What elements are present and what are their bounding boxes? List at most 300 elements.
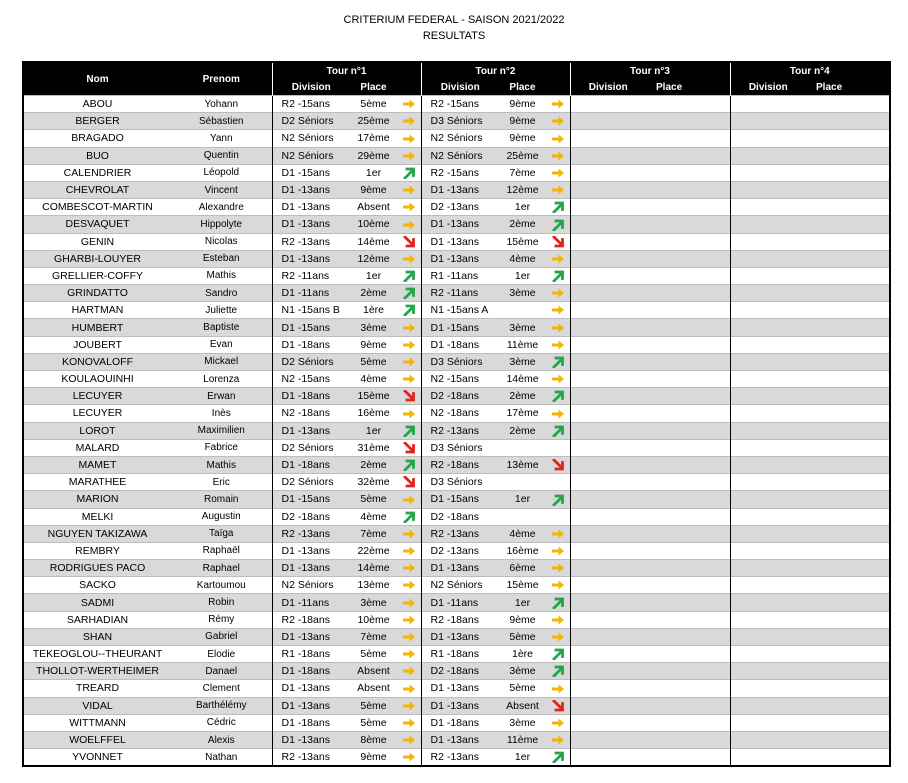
- prenom-cell: Rémy: [171, 611, 272, 628]
- arrow-right-icon: [402, 545, 416, 557]
- tour1-place-cell: Absent: [350, 199, 397, 216]
- arrow-right-icon: [402, 408, 416, 420]
- trend-cell: [397, 439, 421, 456]
- arrow-right-icon: [402, 562, 416, 574]
- arrow-up-right-icon: [402, 425, 416, 437]
- tour3-place-cell: [646, 250, 730, 267]
- arrow-right-icon: [402, 356, 416, 368]
- tour4-place-cell: [806, 285, 890, 302]
- tour2-division-cell: D1 -13ans: [421, 680, 499, 697]
- nom-cell: RODRIGUES PACO: [23, 560, 171, 577]
- tour2-division-cell: D1 -13ans: [421, 560, 499, 577]
- header-nom: Nom: [23, 62, 171, 96]
- tour1-division-cell: D1 -18ans: [272, 336, 350, 353]
- tour4-division-cell: [730, 456, 806, 473]
- arrow-right-icon: [551, 579, 565, 591]
- tour3-place-cell: [646, 336, 730, 353]
- tour4-division-cell: [730, 388, 806, 405]
- nom-cell: NGUYEN TAKIZAWA: [23, 525, 171, 542]
- tour4-place-cell: [806, 96, 890, 113]
- arrow-up-right-icon: [551, 270, 565, 282]
- tour2-division-cell: R2 -13ans: [421, 422, 499, 439]
- tour4-division-cell: [730, 233, 806, 250]
- table-row: [23, 525, 890, 542]
- header-division: Division: [730, 80, 806, 96]
- tour4-place-cell: [806, 542, 890, 559]
- arrow-right-icon: [402, 150, 416, 162]
- tour2-place-cell: 2ème: [499, 216, 546, 233]
- arrow-up-right-icon: [551, 751, 565, 763]
- prenom-cell: Sébastien: [171, 113, 272, 130]
- table-row: [23, 96, 890, 113]
- trend-cell: [397, 714, 421, 731]
- arrow-down-right-icon: [551, 236, 565, 248]
- tour1-place-cell: 7ème: [350, 525, 397, 542]
- trend-cell: [546, 147, 570, 164]
- arrow-down-right-icon: [402, 236, 416, 248]
- tour1-place-cell: 15ème: [350, 388, 397, 405]
- tour4-division-cell: [730, 731, 806, 748]
- tour2-division-cell: D3 Séniors: [421, 353, 499, 370]
- tour2-division-cell: R2 -15ans: [421, 164, 499, 181]
- prenom-cell: Fabrice: [171, 439, 272, 456]
- tour1-division-cell: D1 -13ans: [272, 731, 350, 748]
- tour4-place-cell: [806, 250, 890, 267]
- tour3-division-cell: [570, 714, 646, 731]
- header-tour-1: Tour n°1: [272, 62, 421, 80]
- tour3-place-cell: [646, 646, 730, 663]
- tour4-division-cell: [730, 285, 806, 302]
- table-row: [23, 285, 890, 302]
- tour1-division-cell: R2 -13ans: [272, 525, 350, 542]
- tour4-place-cell: [806, 560, 890, 577]
- table-row: [23, 628, 890, 645]
- prenom-cell: Nathan: [171, 749, 272, 767]
- trend-cell: [546, 731, 570, 748]
- prenom-cell: Cédric: [171, 714, 272, 731]
- table-row: [23, 164, 890, 181]
- tour3-division-cell: [570, 181, 646, 198]
- tour2-place-cell: 11ème: [499, 731, 546, 748]
- results-table: [22, 61, 891, 767]
- tour2-division-cell: N2 Séniors: [421, 130, 499, 147]
- table-row: [23, 697, 890, 714]
- tour1-division-cell: R2 -13ans: [272, 233, 350, 250]
- table-row: [23, 181, 890, 198]
- arrow-right-icon: [402, 614, 416, 626]
- tour4-division-cell: [730, 199, 806, 216]
- tour3-place-cell: [646, 233, 730, 250]
- tour4-division-cell: [730, 542, 806, 559]
- tour3-division-cell: [570, 680, 646, 697]
- arrow-right-icon: [551, 115, 565, 127]
- tour4-division-cell: [730, 474, 806, 491]
- trend-cell: [546, 233, 570, 250]
- trend-cell: [546, 646, 570, 663]
- tour4-place-cell: [806, 697, 890, 714]
- tour1-place-cell: 1er: [350, 267, 397, 284]
- tour4-place-cell: [806, 439, 890, 456]
- tour2-division-cell: D1 -13ans: [421, 181, 499, 198]
- arrow-right-icon: [402, 665, 416, 677]
- prenom-cell: Hippolyte: [171, 216, 272, 233]
- trend-cell: [546, 491, 570, 508]
- trend-cell: [397, 611, 421, 628]
- nom-cell: WOELFFEL: [23, 731, 171, 748]
- arrow-up-right-icon: [402, 511, 416, 523]
- tour2-division-cell: D1 -11ans: [421, 594, 499, 611]
- nom-cell: ABOU: [23, 96, 171, 113]
- trend-cell: [397, 147, 421, 164]
- tour4-division-cell: [730, 371, 806, 388]
- tour3-place-cell: [646, 267, 730, 284]
- tour1-division-cell: D1 -13ans: [272, 216, 350, 233]
- trend-cell: [546, 96, 570, 113]
- arrow-down-right-icon: [402, 390, 416, 402]
- trend-cell: [546, 285, 570, 302]
- tour3-place-cell: [646, 130, 730, 147]
- tour4-division-cell: [730, 113, 806, 130]
- tour3-place-cell: [646, 749, 730, 767]
- header-place: Place: [806, 80, 890, 96]
- trend-cell: [546, 319, 570, 336]
- tour1-place-cell: 1er: [350, 164, 397, 181]
- tour3-division-cell: [570, 594, 646, 611]
- tour2-division-cell: D2 -18ans: [421, 508, 499, 525]
- tour3-division-cell: [570, 388, 646, 405]
- tour2-place-cell: 9ème: [499, 611, 546, 628]
- trend-cell: [546, 439, 570, 456]
- nom-cell: HUMBERT: [23, 319, 171, 336]
- tour3-place-cell: [646, 594, 730, 611]
- arrow-right-icon: [402, 700, 416, 712]
- trend-cell: [546, 697, 570, 714]
- arrow-right-icon: [551, 683, 565, 695]
- tour1-division-cell: N2 Séniors: [272, 577, 350, 594]
- tour4-division-cell: [730, 680, 806, 697]
- prenom-cell: Yohann: [171, 96, 272, 113]
- table-row: [23, 319, 890, 336]
- arrow-up-right-icon: [551, 356, 565, 368]
- tour4-division-cell: [730, 577, 806, 594]
- prenom-cell: Elodie: [171, 646, 272, 663]
- arrow-down-right-icon: [402, 476, 416, 488]
- tour1-place-cell: 10ème: [350, 611, 397, 628]
- arrow-right-icon: [402, 133, 416, 145]
- tour2-division-cell: D1 -15ans: [421, 491, 499, 508]
- tour1-division-cell: R2 -13ans: [272, 749, 350, 767]
- tour1-division-cell: D1 -15ans: [272, 164, 350, 181]
- tour3-place-cell: [646, 353, 730, 370]
- trend-cell: [546, 250, 570, 267]
- table-row: [23, 233, 890, 250]
- nom-cell: LECUYER: [23, 405, 171, 422]
- trend-cell: [546, 302, 570, 319]
- trend-cell: [397, 250, 421, 267]
- trend-cell: [546, 525, 570, 542]
- tour3-place-cell: [646, 319, 730, 336]
- tour2-place-cell: 5ème: [499, 680, 546, 697]
- arrow-right-icon: [402, 597, 416, 609]
- tour1-place-cell: 1er: [350, 422, 397, 439]
- table-row: [23, 147, 890, 164]
- prenom-cell: Augustin: [171, 508, 272, 525]
- trend-cell: [397, 388, 421, 405]
- tour4-place-cell: [806, 628, 890, 645]
- nom-cell: MARION: [23, 491, 171, 508]
- nom-cell: YVONNET: [23, 749, 171, 767]
- tour4-division-cell: [730, 594, 806, 611]
- nom-cell: JOUBERT: [23, 336, 171, 353]
- trend-cell: [546, 371, 570, 388]
- tour2-division-cell: D1 -13ans: [421, 697, 499, 714]
- nom-cell: GHARBI-LOUYER: [23, 250, 171, 267]
- header-tour-3: Tour n°3: [570, 62, 730, 80]
- tour1-division-cell: D2 Séniors: [272, 113, 350, 130]
- arrow-right-icon: [402, 339, 416, 351]
- tour4-division-cell: [730, 697, 806, 714]
- arrow-right-icon: [402, 115, 416, 127]
- table-row: [23, 216, 890, 233]
- prenom-cell: Alexandre: [171, 199, 272, 216]
- tour2-place-cell: 14ème: [499, 371, 546, 388]
- trend-cell: [546, 560, 570, 577]
- tour3-division-cell: [570, 113, 646, 130]
- table-row: [23, 663, 890, 680]
- arrow-up-right-icon: [551, 390, 565, 402]
- arrow-up-right-icon: [551, 665, 565, 677]
- tour1-place-cell: 4ème: [350, 508, 397, 525]
- tour2-division-cell: D3 Séniors: [421, 113, 499, 130]
- prenom-cell: Gabriel: [171, 628, 272, 645]
- table-row: [23, 439, 890, 456]
- tour3-division-cell: [570, 508, 646, 525]
- arrow-up-right-icon: [402, 270, 416, 282]
- prenom-cell: Mickael: [171, 353, 272, 370]
- arrow-up-right-icon: [551, 648, 565, 660]
- tour1-division-cell: D2 Séniors: [272, 439, 350, 456]
- tour4-place-cell: [806, 371, 890, 388]
- arrow-right-icon: [402, 734, 416, 746]
- tour4-place-cell: [806, 388, 890, 405]
- tour1-division-cell: D2 Séniors: [272, 474, 350, 491]
- trend-cell: [546, 542, 570, 559]
- table-row: [23, 405, 890, 422]
- tour2-division-cell: N2 -18ans: [421, 405, 499, 422]
- tour1-place-cell: 16ème: [350, 405, 397, 422]
- header-division: Division: [421, 80, 499, 96]
- tour1-division-cell: N2 Séniors: [272, 147, 350, 164]
- tour4-place-cell: [806, 663, 890, 680]
- arrow-right-icon: [402, 322, 416, 334]
- tour1-place-cell: 14ème: [350, 560, 397, 577]
- tour4-place-cell: [806, 474, 890, 491]
- tour4-place-cell: [806, 422, 890, 439]
- tour2-division-cell: R2 -13ans: [421, 749, 499, 767]
- arrow-right-icon: [551, 631, 565, 643]
- prenom-cell: Taïga: [171, 525, 272, 542]
- tour4-division-cell: [730, 405, 806, 422]
- tour2-place-cell: [499, 302, 546, 319]
- tour3-division-cell: [570, 474, 646, 491]
- tour2-place-cell: 6ème: [499, 560, 546, 577]
- trend-cell: [397, 525, 421, 542]
- tour2-place-cell: 1er: [499, 491, 546, 508]
- tour2-division-cell: D1 -13ans: [421, 233, 499, 250]
- nom-cell: BERGER: [23, 113, 171, 130]
- tour1-place-cell: 9ème: [350, 181, 397, 198]
- nom-cell: KOULAOUINHI: [23, 371, 171, 388]
- tour1-place-cell: 8ème: [350, 731, 397, 748]
- tour3-place-cell: [646, 542, 730, 559]
- prenom-cell: Clement: [171, 680, 272, 697]
- tour2-place-cell: 3ème: [499, 319, 546, 336]
- tour2-division-cell: D2 -18ans: [421, 388, 499, 405]
- trend-cell: [546, 336, 570, 353]
- nom-cell: SARHADIAN: [23, 611, 171, 628]
- trend-cell: [397, 319, 421, 336]
- tour4-division-cell: [730, 353, 806, 370]
- tour1-place-cell: 25ème: [350, 113, 397, 130]
- table-row: [23, 542, 890, 559]
- tour3-place-cell: [646, 113, 730, 130]
- tour4-division-cell: [730, 319, 806, 336]
- tour1-place-cell: 5ème: [350, 646, 397, 663]
- tour1-division-cell: D1 -18ans: [272, 456, 350, 473]
- tour4-division-cell: [730, 147, 806, 164]
- tour2-division-cell: D3 Séniors: [421, 474, 499, 491]
- arrow-right-icon: [402, 201, 416, 213]
- tour4-place-cell: [806, 508, 890, 525]
- tour4-place-cell: [806, 680, 890, 697]
- header-place: Place: [499, 80, 546, 96]
- tour3-place-cell: [646, 611, 730, 628]
- tour3-division-cell: [570, 336, 646, 353]
- tour1-division-cell: D1 -15ans: [272, 491, 350, 508]
- table-row: [23, 422, 890, 439]
- tour1-place-cell: Absent: [350, 680, 397, 697]
- tour2-place-cell: 15ème: [499, 233, 546, 250]
- tour3-place-cell: [646, 422, 730, 439]
- arrow-down-right-icon: [402, 442, 416, 454]
- tour4-place-cell: [806, 164, 890, 181]
- tour2-place-cell: 4ème: [499, 250, 546, 267]
- tour2-division-cell: D1 -18ans: [421, 336, 499, 353]
- arrow-right-icon: [402, 683, 416, 695]
- tour4-division-cell: [730, 491, 806, 508]
- arrow-right-icon: [551, 304, 565, 316]
- tour4-place-cell: [806, 336, 890, 353]
- arrow-up-right-icon: [551, 219, 565, 231]
- tour1-place-cell: 14ème: [350, 233, 397, 250]
- tour2-division-cell: D1 -13ans: [421, 216, 499, 233]
- tour4-division-cell: [730, 336, 806, 353]
- tour3-division-cell: [570, 663, 646, 680]
- table-row: [23, 560, 890, 577]
- trend-cell: [397, 233, 421, 250]
- table-row: [23, 680, 890, 697]
- tour3-division-cell: [570, 285, 646, 302]
- header-tour-2: Tour n°2: [421, 62, 570, 80]
- tour1-place-cell: 32ème: [350, 474, 397, 491]
- nom-cell: LECUYER: [23, 388, 171, 405]
- tour4-division-cell: [730, 130, 806, 147]
- tour4-place-cell: [806, 714, 890, 731]
- trend-cell: [546, 749, 570, 767]
- tour2-division-cell: R1 -11ans: [421, 267, 499, 284]
- tour2-place-cell: 9ème: [499, 130, 546, 147]
- tour3-division-cell: [570, 371, 646, 388]
- trend-cell: [546, 353, 570, 370]
- arrow-right-icon: [551, 717, 565, 729]
- tour2-division-cell: R2 -13ans: [421, 525, 499, 542]
- nom-cell: SACKO: [23, 577, 171, 594]
- prenom-cell: Erwan: [171, 388, 272, 405]
- arrow-right-icon: [402, 253, 416, 265]
- arrow-right-icon: [402, 184, 416, 196]
- table-row: [23, 199, 890, 216]
- tour2-division-cell: R2 -11ans: [421, 285, 499, 302]
- table-row: [23, 594, 890, 611]
- nom-cell: SHAN: [23, 628, 171, 645]
- prenom-cell: Maximilien: [171, 422, 272, 439]
- trend-cell: [546, 130, 570, 147]
- tour3-division-cell: [570, 697, 646, 714]
- tour3-division-cell: [570, 542, 646, 559]
- tour3-place-cell: [646, 474, 730, 491]
- tour1-place-cell: 9ème: [350, 336, 397, 353]
- tour2-division-cell: D1 -13ans: [421, 731, 499, 748]
- nom-cell: HARTMAN: [23, 302, 171, 319]
- tour3-place-cell: [646, 663, 730, 680]
- prenom-cell: Mathis: [171, 456, 272, 473]
- arrow-up-right-icon: [402, 304, 416, 316]
- tour4-place-cell: [806, 611, 890, 628]
- tour2-place-cell: 4ème: [499, 525, 546, 542]
- tour1-division-cell: D2 -18ans: [272, 508, 350, 525]
- arrow-up-right-icon: [402, 459, 416, 471]
- arrow-up-right-icon: [551, 494, 565, 506]
- tour1-place-cell: 9ème: [350, 749, 397, 767]
- trend-cell: [397, 731, 421, 748]
- trend-cell: [397, 113, 421, 130]
- tour1-division-cell: N2 Séniors: [272, 130, 350, 147]
- table-row: [23, 250, 890, 267]
- trend-cell: [546, 680, 570, 697]
- prenom-cell: Inès: [171, 405, 272, 422]
- arrow-right-icon: [402, 373, 416, 385]
- arrow-right-icon: [402, 751, 416, 763]
- tour3-division-cell: [570, 577, 646, 594]
- arrow-right-icon: [551, 287, 565, 299]
- tour4-place-cell: [806, 216, 890, 233]
- prenom-cell: Sandro: [171, 285, 272, 302]
- tour2-place-cell: 16ème: [499, 542, 546, 559]
- tour4-place-cell: [806, 646, 890, 663]
- trend-cell: [397, 474, 421, 491]
- trend-cell: [546, 216, 570, 233]
- header-division: Division: [272, 80, 350, 96]
- tour4-place-cell: [806, 113, 890, 130]
- nom-cell: TREARD: [23, 680, 171, 697]
- tour1-division-cell: R2 -18ans: [272, 611, 350, 628]
- tour3-place-cell: [646, 216, 730, 233]
- tour3-place-cell: [646, 439, 730, 456]
- tour1-place-cell: 5ème: [350, 353, 397, 370]
- tour4-division-cell: [730, 560, 806, 577]
- tour3-division-cell: [570, 456, 646, 473]
- tour3-place-cell: [646, 147, 730, 164]
